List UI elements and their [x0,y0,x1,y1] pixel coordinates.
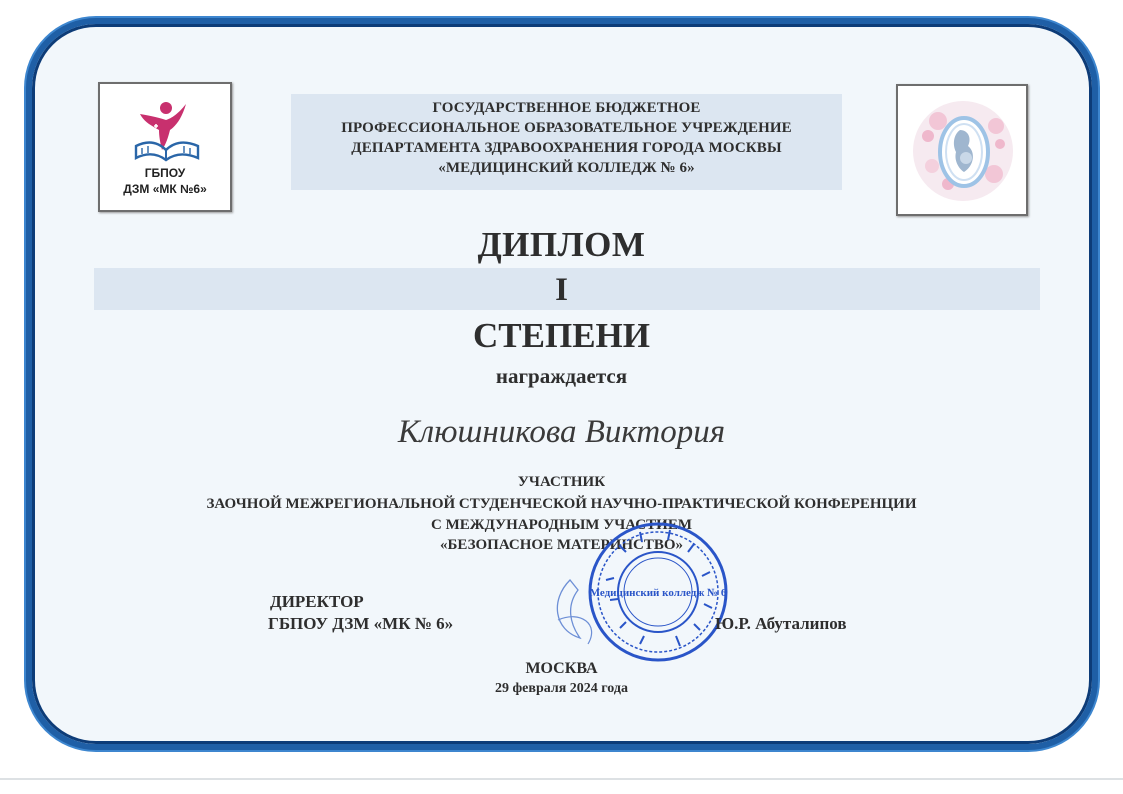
participant-role: УЧАСТНИК [517,474,606,490]
signatory-title: ДИРЕКТОР [270,592,364,611]
signatory-organization: ГБПОУ ДЗМ «МК № 6» [268,614,454,633]
conference-emblem [896,84,1028,216]
event-line-1: ЗАОЧНОЙ МЕЖРЕГИОНАЛЬНОЙ СТУДЕНЧЕСКОЙ НАУЧНО-ПРАКТИЧЕСКОЙ КОНФЕРЕНЦИИ [206,496,917,512]
page-edge-line [0,778,1123,780]
signatory-name: Ю.Р. Абуталипов [715,614,847,633]
event-line-2: С МЕЖДУНАРОДНЫМ УЧАСТИЕМ [431,517,692,533]
degree-number: I [555,272,568,308]
institution-line-4: «МЕДИЦИНСКИЙ КОЛЛЕДЖ № 6» [438,160,695,176]
mother-child-emblem-icon [908,96,1018,206]
institution-line-1: ГОСУДАРСТВЕННОЕ БЮДЖЕТНОЕ [432,100,701,116]
logo-line-2: ДЗМ «МК №6» [123,182,207,196]
degree-word: СТЕПЕНИ [473,316,650,355]
diploma-title: ДИПЛОМ [477,225,646,264]
official-stamp-icon [540,520,750,670]
city-label: МОСКВА [525,660,598,677]
recipient-name: Клюшникова Виктория [397,414,726,450]
stamp-center-text: Медицинский колледж № 6 [589,587,727,599]
logo-line-1: ГБПОУ [144,166,186,180]
event-title: «БЕЗОПАСНОЕ МАТЕРИНСТВО» [439,537,684,553]
institution-header [291,94,842,190]
institution-line-2: ПРОФЕССИОНАЛЬНОЕ ОБРАЗОВАТЕЛЬНОЕ УЧРЕЖДЕНИЕ [341,120,792,136]
awarded-label: награждается [495,364,628,388]
issue-date: 29 февраля 2024 года [495,681,628,696]
college-logo [98,82,232,212]
institution-line-3: ДЕПАРТАМЕНТА ЗДРАВООХРАНЕНИЯ ГОРОДА МОСКВЫ [351,140,782,156]
college-logo-icon [132,96,202,164]
